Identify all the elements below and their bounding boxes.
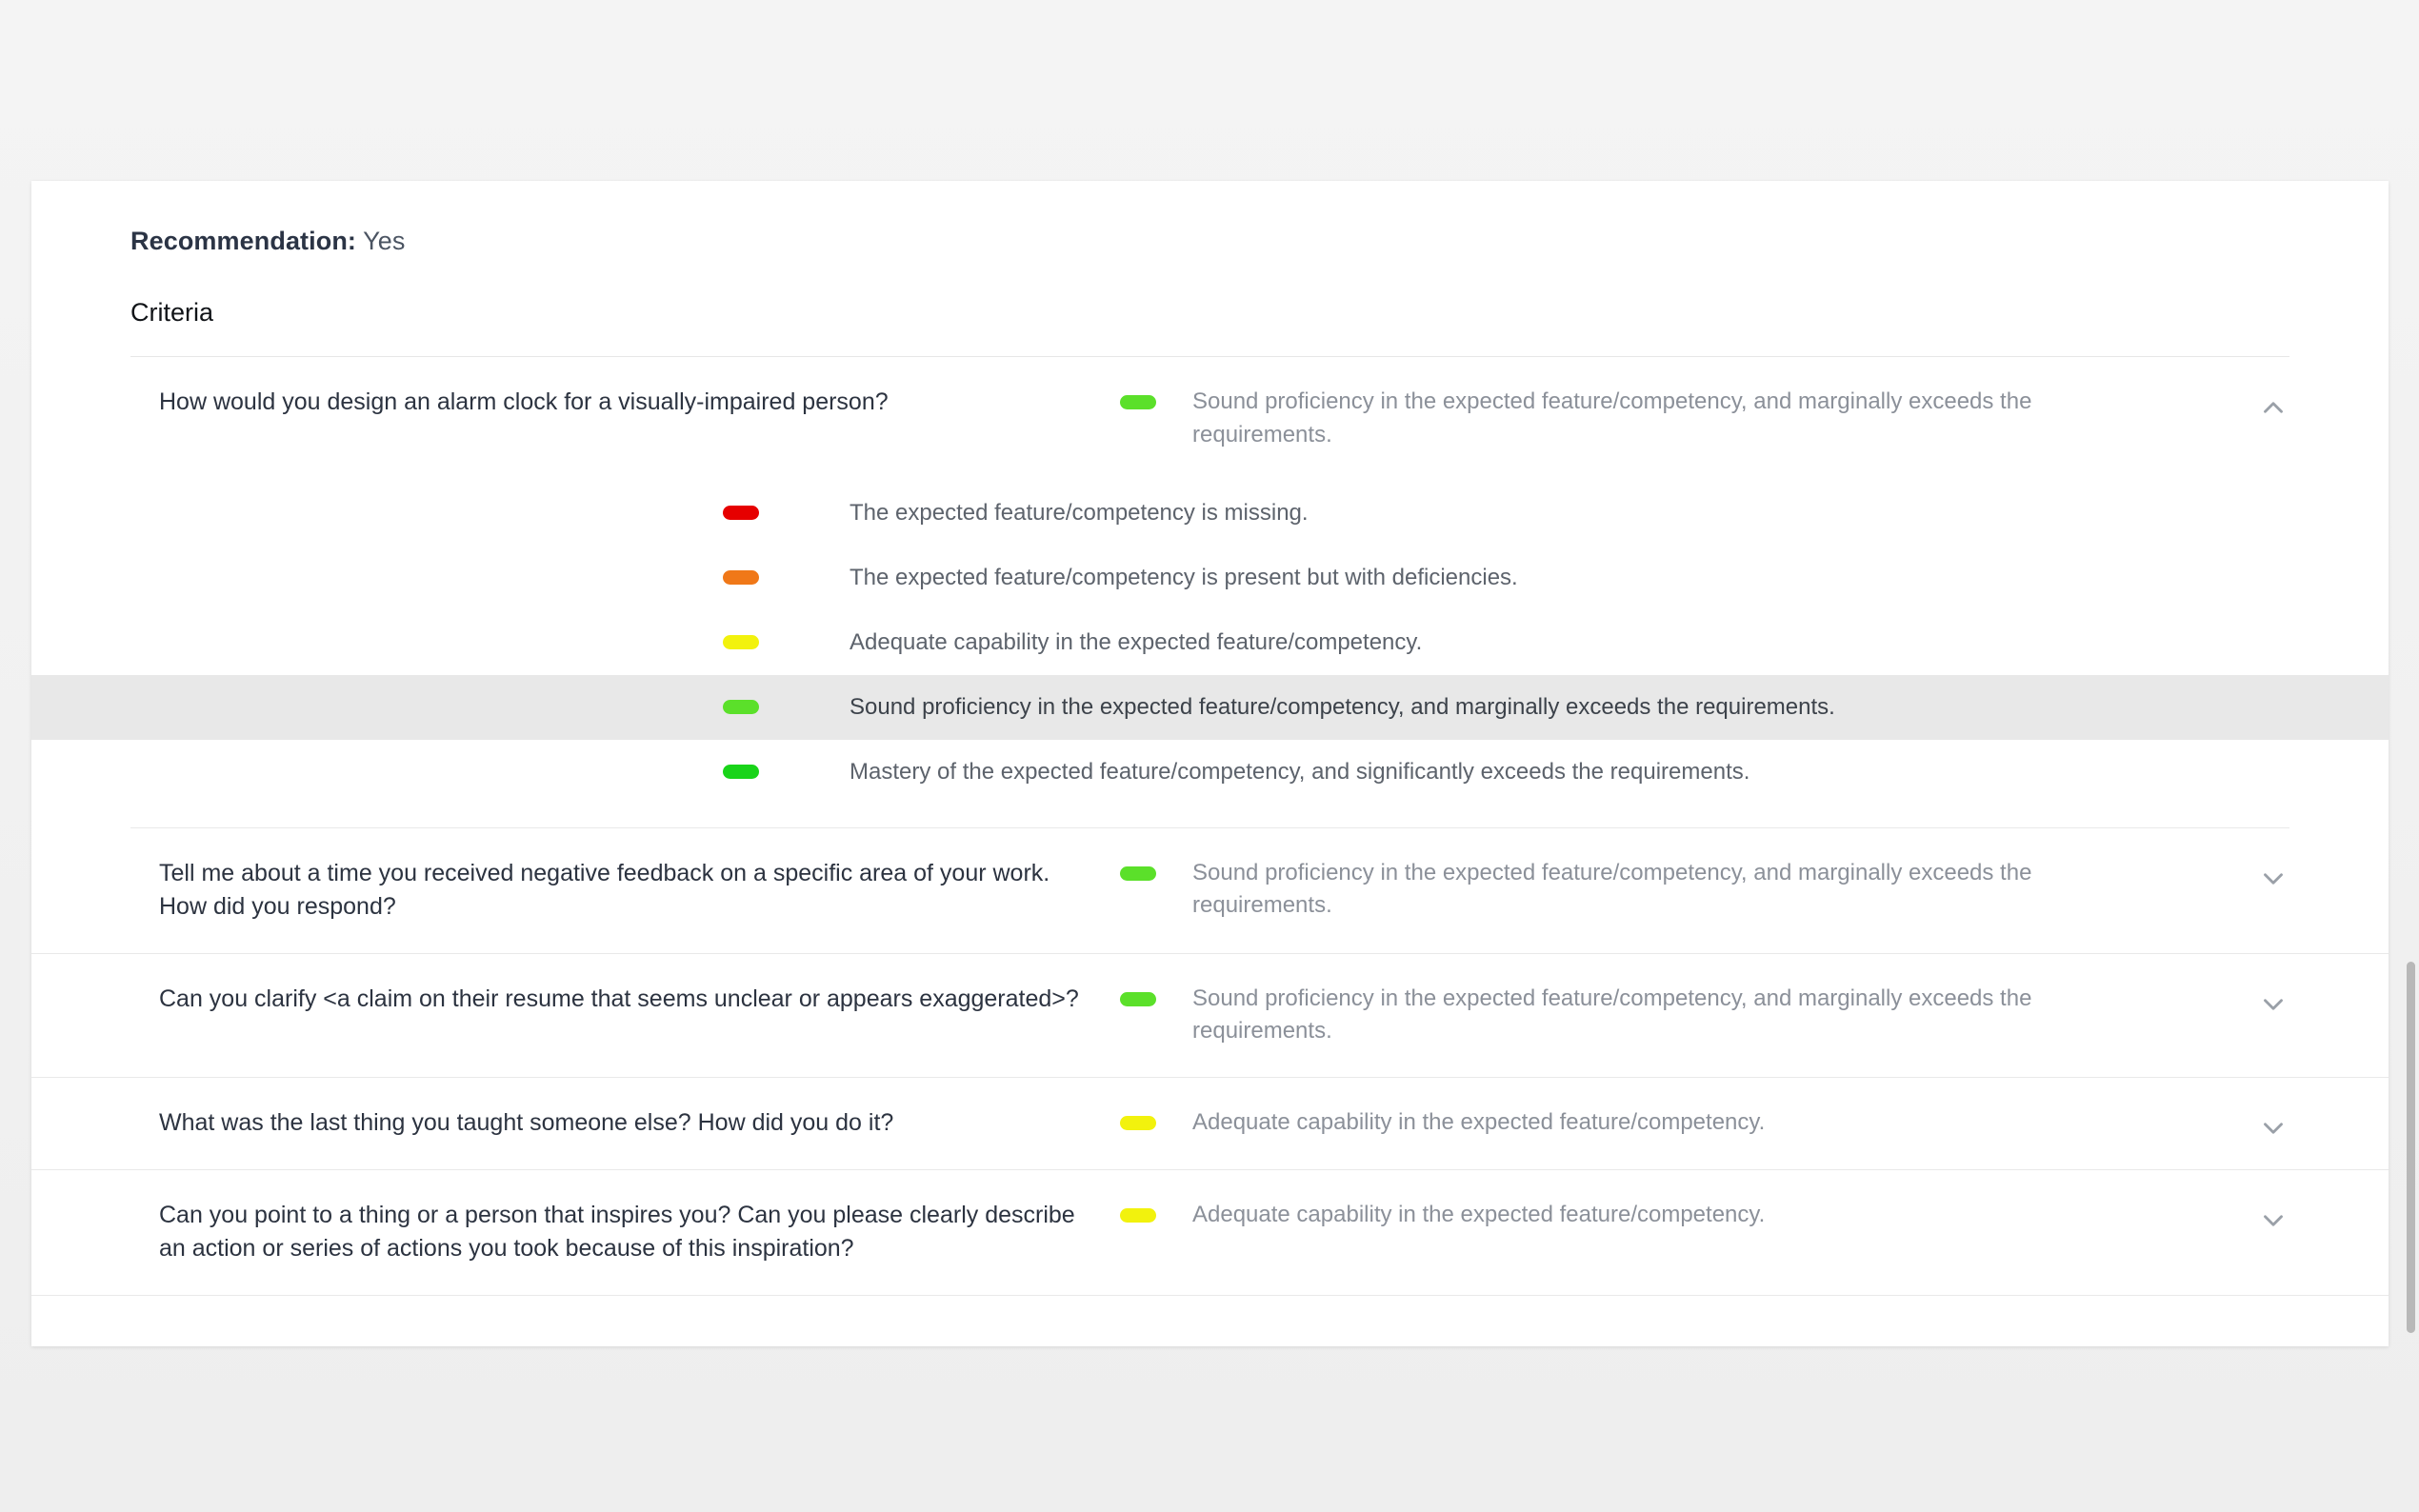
criteria-item (31, 357, 2389, 828)
chevron-down-icon[interactable] (2257, 988, 2289, 1021)
criteria-row[interactable] (31, 1170, 2389, 1296)
criteria-question: Tell me about a time you received negative feedback on a specific area of your work. How did you respond? (159, 859, 1050, 921)
rating-option-pill-icon (723, 765, 759, 779)
rating-pill-icon (1120, 1208, 1156, 1223)
chevron-down-icon[interactable] (2257, 1112, 2289, 1144)
criteria-question: Can you clarify <a claim on their resume that seems unclear or appears exaggerated>? (159, 985, 1079, 1012)
rating-pill-cell (1083, 386, 1192, 409)
criteria-item (31, 954, 2389, 1079)
rating-option-pill-icon (723, 506, 759, 520)
rating-option-pill-icon (723, 570, 759, 585)
criteria-question: How would you design an alarm clock for a visually-impaired person? (159, 388, 889, 415)
criteria-question: Can you point to a thing or a person that inspires you? Can you please clearly describe an action or series of actions you took because of this inspiration? (159, 1201, 1075, 1263)
chevron-down-icon[interactable] (2257, 1204, 2289, 1237)
criteria-rating-text: Sound proficiency in the expected feature/competency, and marginally exceeds the requirements. (1192, 985, 2032, 1044)
rating-option[interactable] (31, 740, 2389, 805)
rating-pill-cell (1083, 857, 1192, 881)
criteria-item (31, 1170, 2389, 1296)
criteria-rating-text: Sound proficiency in the expected feature/competency, and marginally exceeds the requirements. (1192, 388, 2032, 448)
criteria-rating-text: Adequate capability in the expected feature/competency. (1192, 1109, 1766, 1136)
criteria-row[interactable] (31, 357, 2389, 481)
criteria-list (31, 357, 2389, 1296)
rating-option[interactable] (31, 610, 2389, 675)
rating-option-pill-cell (130, 765, 797, 779)
rating-pill-cell (1083, 1106, 1192, 1130)
rating-option[interactable] (31, 481, 2389, 546)
criteria-row[interactable] (31, 954, 2389, 1079)
rating-option-pill-icon (723, 635, 759, 649)
recommendation-line (31, 181, 2389, 256)
rating-option-label: Sound proficiency in the expected feature/competency, and marginally exceeds the requirements. (850, 693, 1835, 720)
rating-option-label: The expected feature/competency is missing. (850, 499, 1309, 526)
criteria-card (31, 181, 2389, 1346)
criteria-question: What was the last thing you taught someone else? How did you do it? (159, 1109, 894, 1137)
criteria-row[interactable] (31, 828, 2389, 954)
rating-pill-icon (1120, 1116, 1156, 1130)
rating-pill-cell (1083, 1199, 1192, 1223)
rating-pill-icon (1120, 866, 1156, 881)
vertical-scrollbar[interactable] (2407, 962, 2415, 1333)
rating-pill-icon (1120, 395, 1156, 409)
criteria-rating-text: Adequate capability in the expected feature/competency. (1192, 1201, 1766, 1227)
criteria-item (31, 1078, 2389, 1170)
criteria-heading: Criteria (130, 298, 214, 327)
recommendation-value: Yes (363, 227, 406, 255)
recommendation-label: Recommendation: (130, 227, 357, 255)
criteria-rating-text: Sound proficiency in the expected feature/competency, and marginally exceeds the requirements. (1192, 859, 2032, 919)
rating-options-list (31, 481, 2389, 827)
rating-option-label: The expected feature/competency is present but with deficiencies. (850, 564, 1518, 590)
chevron-down-icon[interactable] (2257, 863, 2289, 895)
rating-pill-icon (1120, 992, 1156, 1006)
rating-option[interactable] (31, 546, 2389, 610)
chevron-up-icon[interactable] (2257, 391, 2289, 424)
rating-option-label: Adequate capability in the expected feature/competency. (850, 628, 1423, 655)
criteria-row[interactable] (31, 1078, 2389, 1170)
criteria-item (31, 828, 2389, 954)
rating-option[interactable] (31, 675, 2389, 740)
rating-option-pill-cell (130, 506, 797, 520)
rating-option-pill-icon (723, 700, 759, 714)
rating-option-pill-cell (130, 570, 797, 585)
rating-pill-cell (1083, 983, 1192, 1006)
rating-option-pill-cell (130, 700, 797, 714)
rating-option-pill-cell (130, 635, 797, 649)
rating-option-label: Mastery of the expected feature/competency, and significantly exceeds the requirements. (850, 758, 1750, 785)
